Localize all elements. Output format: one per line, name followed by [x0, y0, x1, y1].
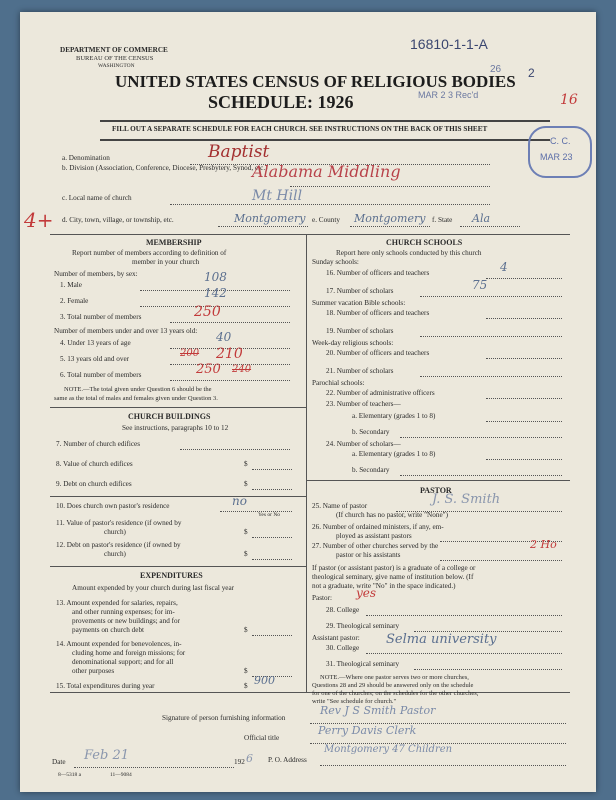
- yes-no-hint: Yes or No: [258, 512, 281, 518]
- received-date-stamp: [528, 126, 592, 178]
- q25-note: (If church has no pastor, write "None"): [336, 511, 448, 519]
- q26-label-1: 26. Number of ordained ministers, if any, em-: [312, 523, 444, 531]
- q12-debt-label-2: church): [104, 550, 126, 558]
- denomination-label: a. Denomination: [62, 154, 110, 162]
- q5-over-13-value: 210: [216, 346, 243, 362]
- stamp-line-1: C. C.: [550, 136, 571, 146]
- q25-pastor-name: J. S. Smith: [432, 492, 501, 507]
- q25-label: 25. Name of pastor: [312, 502, 368, 510]
- pastor-title: PASTOR: [420, 486, 452, 495]
- q10-residence-label: 10. Does church own pastor's residence: [56, 502, 170, 510]
- division-label: b. Division (Association, Conference, Diocese, Presbytery, Synod, etc.): [62, 164, 268, 172]
- q14-label-2: cluding home and foreign missions; for: [72, 649, 186, 657]
- margin-note: 4+: [24, 208, 54, 232]
- q27-label-1: 27. Number of other churches served by the: [312, 542, 439, 550]
- bureau-heading: BUREAU OF THE CENSUS: [76, 55, 154, 62]
- q24a-label: a. Elementary (grades 1 to 8): [352, 450, 436, 458]
- pastor-note-4: write "See schedule for church.": [312, 698, 397, 705]
- red-number-16: 16: [560, 92, 578, 108]
- county-value: Montgomery: [354, 212, 426, 225]
- q22-label: 22. Number of administrative officers: [326, 389, 435, 397]
- membership-intro-1: Report number of members according to definition of: [72, 249, 227, 257]
- pastor-sub-label: Pastor:: [312, 594, 332, 602]
- q23b-label: b. Secondary: [352, 428, 390, 436]
- membership-note-1: NOTE.—The total given under Question 6 should be the: [64, 386, 212, 393]
- q4-under-13-value: 40: [216, 330, 232, 344]
- assistant-pastor-label: Assistant pastor:: [312, 634, 360, 642]
- q4-under-13-label: 4. Under 13 years of age: [60, 339, 131, 347]
- q30-label: 30. College: [326, 644, 360, 652]
- q11-value-label-2: church): [104, 528, 126, 536]
- pastor-note-1: NOTE.—Where one pastor serves two or more churches,: [320, 674, 469, 681]
- schools-subtitle: Report here only schools conducted by this church: [336, 249, 482, 257]
- q16-value: 4: [500, 260, 508, 274]
- q17-label: 17. Number of scholars: [326, 287, 394, 295]
- q10-residence-value: no: [232, 494, 247, 508]
- q1-male-value: 108: [204, 270, 227, 284]
- official-title-value: Perry Davis Clerk: [318, 724, 417, 737]
- q13-label-4: payments on church debt: [72, 626, 145, 634]
- q21-label: 21. Number of scholars: [326, 367, 394, 375]
- q9-dollar: $: [244, 480, 248, 488]
- year-prefix: 192: [234, 758, 245, 766]
- stamp-line-2: MAR 23: [540, 152, 573, 162]
- q14-label-3: denominational support; and for all: [72, 658, 174, 666]
- buildings-subtitle: See instructions, paragraphs 10 to 12: [122, 424, 229, 432]
- buildings-title: CHURCH BUILDINGS: [128, 412, 211, 421]
- expenditures-title: EXPENDITURES: [140, 571, 203, 580]
- po-address-value: Montgomery 47 Children: [324, 744, 453, 755]
- q6-total-value: 250: [196, 362, 221, 377]
- local-name-label: c. Local name of church: [62, 194, 132, 202]
- q7-edifices-label: 7. Number of church edifices: [56, 440, 141, 448]
- received-stamp: MAR 2 3 Rec'd: [418, 90, 479, 100]
- q5-over-13-label: 5. 13 years old and over: [60, 355, 130, 363]
- membership-title: MEMBERSHIP: [146, 238, 202, 247]
- q9-debt-label: 9. Debt on church edifices: [56, 480, 132, 488]
- signature-value: Rev J S Smith Pastor: [320, 704, 436, 717]
- q1-male-label: 1. Male: [60, 281, 82, 289]
- county-label: e. County: [312, 216, 340, 224]
- department-heading: DEPARTMENT OF COMMERCE: [60, 46, 168, 54]
- pastor-note-2: Questions 28 and 29 should be answered only on the schedule: [312, 682, 474, 689]
- signature-label: Signature of person furnishing information: [162, 714, 286, 722]
- weekday-schools-label: Week-day religious schools:: [312, 339, 394, 347]
- q15-dollar: $: [244, 682, 248, 690]
- pastor-graduate-value: yes: [356, 586, 377, 600]
- q14-label-1: 14. Amount expended for benevolences, in-: [56, 640, 182, 648]
- q30-college-value: Selma university: [386, 632, 497, 647]
- q27-value: 2 Ho: [530, 538, 557, 551]
- city-label: d. City, town, village, or township, etc.: [62, 216, 174, 224]
- city-value: Montgomery: [234, 212, 306, 225]
- schedule-title: SCHEDULE: 1926: [208, 92, 354, 112]
- q12-dollar: $: [244, 550, 248, 558]
- graduate-condition-3: not a graduate, write "No" in the space indicated.): [312, 582, 456, 590]
- denomination-value: Baptist: [208, 142, 270, 162]
- q31-label: 31. Theological seminary: [326, 660, 400, 668]
- pastor-note-3: for one of the churches; on the schedules for the other churches,: [312, 690, 479, 697]
- q15-total-label: 15. Total expenditures during year: [56, 682, 155, 690]
- sunday-schools-label: Sunday schools:: [312, 258, 359, 266]
- members-age-label: Number of members under and over 13 years old:: [54, 327, 198, 335]
- q5-crossed-value: 200: [180, 348, 200, 359]
- local-name-value: Mt Hill: [252, 188, 303, 204]
- q6-crossed-value: 240: [232, 364, 252, 375]
- q13-label-1: 13. Amount expended for salaries, repairs,: [56, 599, 178, 607]
- q24-label: 24. Number of scholars—: [326, 440, 401, 448]
- q16-label: 16. Number of officers and teachers: [326, 269, 430, 277]
- q24b-label: b. Secondary: [352, 466, 390, 474]
- q8-dollar: $: [244, 460, 248, 468]
- q13-label-2: and other running expenses; for im-: [72, 608, 175, 616]
- q23a-label: a. Elementary (grades 1 to 8): [352, 412, 436, 420]
- document-number: 16810-1-1-A: [410, 36, 488, 52]
- q20-label: 20. Number of officers and teachers: [326, 349, 430, 357]
- q27-label-2: pastor or his assistants: [336, 551, 401, 559]
- stamp-number-2: 2: [528, 66, 535, 80]
- q2-female-value: 142: [204, 286, 227, 300]
- stamp-number-26: 26: [490, 64, 502, 75]
- q26-label-2: ployed as assistant pastors: [336, 532, 412, 540]
- q3-total-value: 250: [194, 304, 221, 320]
- q28-label: 28. College: [326, 606, 360, 614]
- q14-dollar: $: [244, 667, 248, 675]
- q23-label: 23. Number of teachers—: [326, 400, 401, 408]
- parochial-schools-label: Parochial schools:: [312, 379, 365, 387]
- expenditures-subtitle: Amount expended by your church during last fiscal year: [72, 584, 235, 592]
- po-address-label: P. O. Address: [268, 756, 307, 764]
- q11-value-label-1: 11. Value of pastor's residence (if owned by: [56, 519, 182, 527]
- state-label: f. State: [432, 216, 453, 224]
- graduate-condition-1: If pastor (or assistant pastor) is a graduate of a college or: [312, 564, 476, 572]
- form-title: UNITED STATES CENSUS OF RELIGIOUS BODIES: [115, 72, 516, 91]
- q3-total-label: 3. Total number of members: [60, 313, 142, 321]
- q12-debt-label-1: 12. Debt on pastor's residence (if owned by: [56, 541, 181, 549]
- q6-total-label: 6. Total number of members: [60, 371, 142, 379]
- q18-label: 18. Number of officers and teachers: [326, 309, 430, 317]
- q14-label-4: other purposes: [72, 667, 115, 675]
- year-value: 6: [246, 752, 253, 765]
- q8-value-label: 8. Value of church edifices: [56, 460, 133, 468]
- official-title-label: Official title: [244, 734, 280, 742]
- q17-value: 75: [472, 278, 488, 292]
- form-code-2: 11—9084: [110, 772, 132, 778]
- q11-dollar: $: [244, 528, 248, 536]
- q13-label-3: provements or new buildings; and for: [72, 617, 180, 625]
- membership-intro-2: member in your church: [132, 258, 200, 266]
- q2-female-label: 2. Female: [60, 297, 89, 305]
- graduate-condition-2: theological seminary, give name of institution below. (If: [312, 573, 474, 581]
- city-heading: WASHINGTON: [98, 63, 135, 69]
- membership-note-2: same as the total of males and females given under Question 3.: [54, 395, 218, 402]
- q29-label: 29. Theological seminary: [326, 622, 400, 630]
- summer-schools-label: Summer vacation Bible schools:: [312, 299, 406, 307]
- instruction-banner: FILL OUT A SEPARATE SCHEDULE FOR EACH CHURCH. SEE INSTRUCTIONS ON THE BACK OF THIS SHEET: [112, 125, 488, 133]
- q15-total-value: 900: [254, 674, 275, 687]
- schools-title: CHURCH SCHOOLS: [386, 238, 463, 247]
- census-schedule-page: [20, 12, 596, 792]
- q13-dollar: $: [244, 626, 248, 634]
- date-value: Feb 21: [84, 748, 129, 763]
- q19-label: 19. Number of scholars: [326, 327, 394, 335]
- date-label: Date: [52, 758, 66, 766]
- division-value: Alabama Middling: [252, 162, 401, 181]
- form-code-1: 8—5318 a: [58, 772, 82, 778]
- state-value: Ala: [472, 212, 491, 225]
- members-by-sex-label: Number of members, by sex:: [54, 270, 138, 278]
